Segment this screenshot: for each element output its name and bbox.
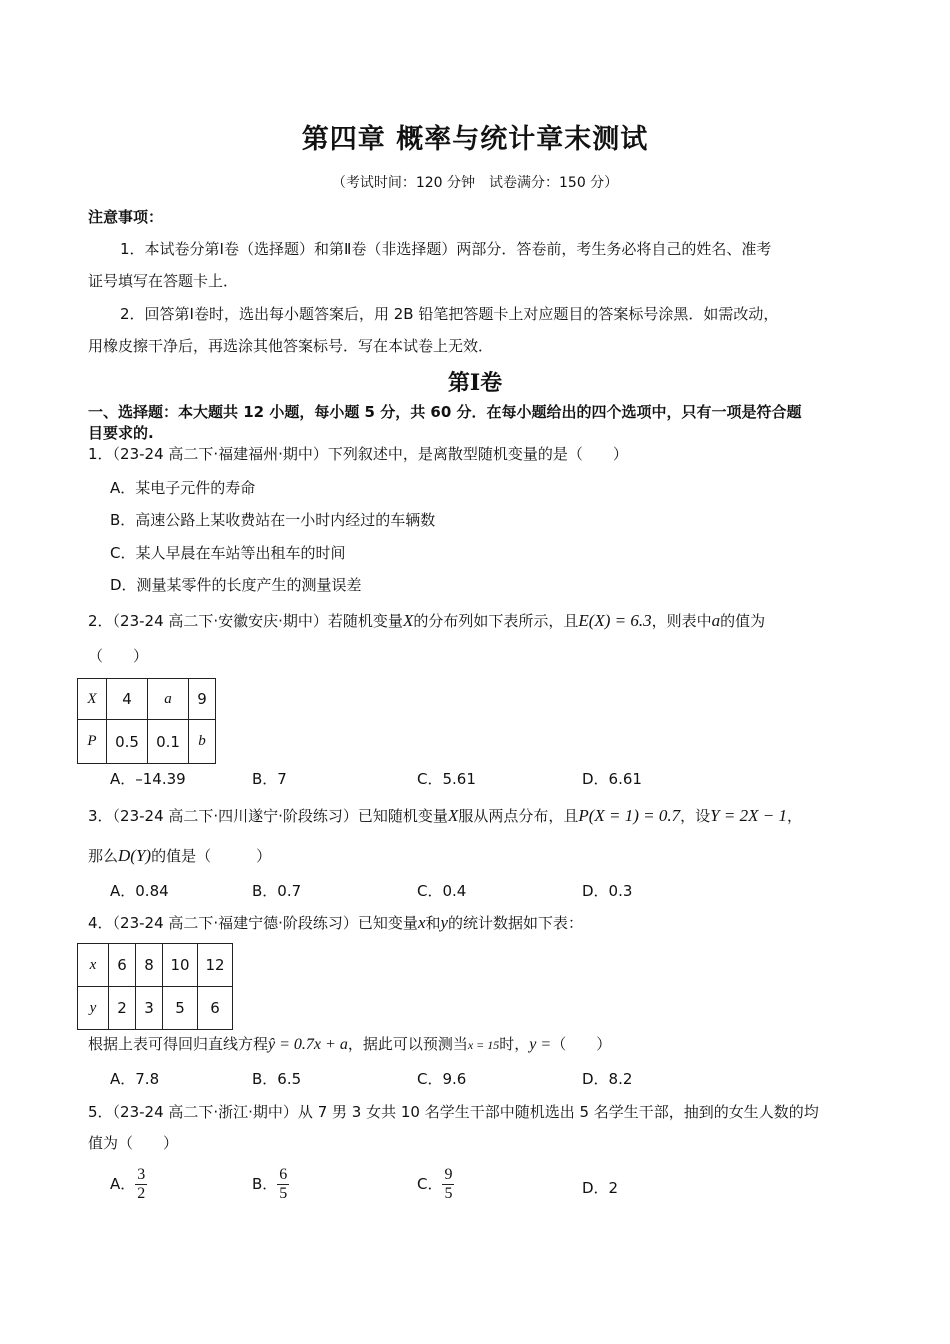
question-4-stem-part: 和 [425,914,441,932]
fraction-numerator: 9 [444,1166,453,1183]
condition-expression: x = 15 [467,1038,500,1052]
question-3-stem-part: ，设 [680,807,711,825]
variance-expression: D(Y) [118,846,152,865]
question-5-stem-cont: 值为（ ） [88,1134,179,1152]
question-3-stem-part: 的值是（ ） [151,847,272,865]
statistics-table [77,943,233,1030]
question-1-option-a: A．某电子元件的寿命 [110,479,256,497]
question-4-stem-part: ，据此可以预测当 [347,1035,468,1053]
question-3-option-c: C．0.4 [417,882,467,900]
variable-a: a [711,611,721,630]
volume-heading: 第Ⅰ卷 [447,370,503,396]
variable-x: X [447,806,459,825]
question-2-option-c: C．5.61 [417,770,476,788]
notes-item-1-cont: 证号填写在答题卡上． [88,272,239,290]
variable-x: X [402,611,414,630]
table-cell: 6 [198,987,233,1030]
question-2-stem-part: 2．（23-24 高二下·安徽安庆·期中）若随机变量 [88,612,403,630]
table-cell: b [189,720,216,764]
question-3-stem-cont [88,845,271,866]
fraction [442,1166,454,1203]
question-5-option-d: D．2 [582,1179,619,1197]
table-cell: 10 [163,944,198,987]
question-3-option-d: D．0.3 [582,882,633,900]
notes-item-2: 2．回答第Ⅰ卷时，选出每小题答案后，用 2B 铅笔把答题卡上对应题目的答案标号涂黑．如需改动， [120,305,779,323]
question-2-stem-cont: （ ） [88,647,149,665]
transform-expression: Y = 2X − 1 [710,806,787,825]
table-cell: X [78,679,107,720]
exam-info: （考试时间：120 分钟 试卷满分：150 分） [331,175,619,191]
table-cell: a [148,679,189,720]
variable-x: x [417,913,426,932]
question-2-stem-part: ，则表中 [651,612,712,630]
distribution-table [77,678,216,764]
question-4-stem-cont [88,1033,611,1054]
probability-expression: P(X = 1) = 0.7 [578,806,681,825]
table-cell: P [78,720,107,764]
table-cell: 3 [136,987,163,1030]
regression-equation: ŷ = 0.7x + a [268,1036,348,1053]
table-cell: 6 [109,944,136,987]
variable-y: y [440,913,449,932]
fraction-denominator: 5 [444,1185,453,1202]
notes-item-2-cont: 用橡皮擦干净后，再选涂其他答案标号．写在本试卷上无效． [88,337,494,355]
table-cell: 5 [163,987,198,1030]
table-cell: 0.5 [107,720,148,764]
notes-item-1: 1．本试卷分第Ⅰ卷（选择题）和第Ⅱ卷（非选择题）两部分．答卷前，考生务必将自己的姓名、准考 [120,240,772,258]
table-cell: 4 [107,679,148,720]
question-2-stem-part: 的值为 [720,612,766,630]
question-3-option-b: B．0.7 [252,882,302,900]
table-cell: 2 [109,987,136,1030]
question-4-option-c: C．9.6 [417,1070,467,1088]
table-row [78,944,233,987]
question-5-option-a [110,1166,147,1203]
table-cell: x [78,944,109,987]
y-equals: y = [529,1036,552,1053]
expectation-expression: E(X) = 6.3 [578,611,652,630]
option-label: B． [252,1175,278,1193]
fraction [135,1166,147,1203]
table-cell: 8 [136,944,163,987]
question-4-stem [88,912,583,933]
question-2-option-a: A．–14.39 [110,770,186,788]
question-2-option-d: D．6.61 [582,770,642,788]
question-5-option-b [252,1166,289,1203]
page-title: 第四章 概率与统计章末测试 [301,124,649,155]
table-cell: 9 [189,679,216,720]
fraction-denominator: 5 [279,1185,288,1202]
question-2-option-b: B．7 [252,770,287,788]
question-2-stem [88,610,765,631]
question-4-stem-part: 4．（23-24 高二下·福建宁德·阶段练习）已知变量 [88,914,418,932]
table-row [78,720,216,764]
question-4-stem-part: （ ） [551,1035,612,1053]
table-row [78,987,233,1030]
question-1-option-d: D．测量某零件的长度产生的测量误差 [110,576,362,594]
question-3-stem [88,805,802,826]
option-label: C． [417,1175,443,1193]
question-1-option-b: B．高速公路上某收费站在一小时内经过的车辆数 [110,511,436,529]
question-4-option-b: B．6.5 [252,1070,302,1088]
option-label: A． [110,1175,136,1193]
question-1-option-c: C．某人早晨在车站等出租车的时间 [110,544,346,562]
question-4-stem-part: 根据上表可得回归直线方程 [88,1035,269,1053]
question-4-stem-part: 时， [499,1035,530,1053]
table-cell: 0.1 [148,720,189,764]
fraction-numerator: 6 [279,1166,288,1183]
question-1-stem: 1．（23-24 高二下·福建福州·期中）下列叙述中，是离散型随机变量的是（ ） [88,445,628,463]
question-5-option-c [417,1166,454,1203]
question-3-stem-part: 服从两点分布，且 [458,807,579,825]
question-4-option-d: D．8.2 [582,1070,633,1088]
question-3-option-a: A．0.84 [110,882,169,900]
fraction [277,1166,289,1203]
question-4-stem-part: 的统计数据如下表： [448,914,584,932]
question-3-stem-part: ， [786,807,802,825]
table-cell: y [78,987,109,1030]
question-3-stem-part: 那么 [88,847,119,865]
question-2-stem-part: 的分布列如下表所示，且 [413,612,579,630]
fraction-denominator: 2 [137,1185,146,1202]
question-4-option-a: A．7.8 [110,1070,160,1088]
section-instructions: 一、选择题：本大题共 12 小题，每小题 5 分，共 60 分．在每小题给出的四个选项中，只有一项是符合题 [88,403,802,421]
notes-heading: 注意事项： [88,208,164,226]
table-cell: 12 [198,944,233,987]
question-5-stem: 5．（23-24 高二下·浙江·期中）从 7 男 3 女共 10 名学生干部中随机选出 5 名学生干部，抽到的女生人数的均 [88,1103,819,1121]
table-row [78,679,216,720]
section-instructions-cont: 目要求的. [88,424,154,442]
question-3-stem-part: 3．（23-24 高二下·四川遂宁·阶段练习）已知随机变量 [88,807,448,825]
fraction-numerator: 3 [137,1166,146,1183]
